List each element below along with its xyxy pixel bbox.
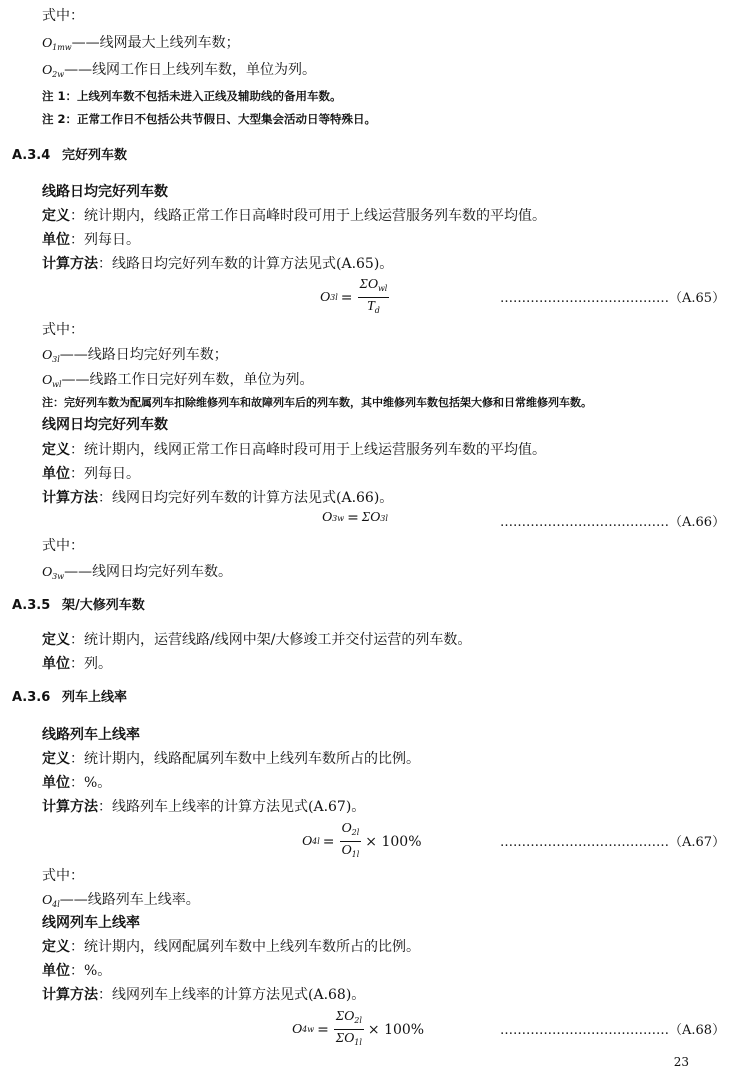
definition-line: $O_{1mw}——$线网最大上线列车数； (42, 35, 240, 52)
note: 注 2：正常工作日不包括公共节假日、大型集会活动日等特殊日。 (42, 112, 377, 126)
unit: 单位：列每日。 (42, 232, 140, 248)
shizhong-label: 式中： (42, 322, 84, 338)
definition-line: $O_{3l}——$线路日均完好列车数； (42, 347, 228, 364)
page-number: 23 (673, 1055, 689, 1069)
subsection-heading: 线路列车上线率 (42, 727, 140, 743)
unit: 单位：列每日。 (42, 466, 140, 482)
equation-label: …………………………………（A.67） (500, 835, 726, 850)
definition-line: $O_{4l}——$线路列车上线率。 (42, 892, 200, 909)
definition-line: $O_{wl}——$线路工作日完好列车数，单位为列。 (42, 372, 314, 389)
equation-a68: O 4w = $\frac{\Sigma O_{2l}}{\Sigma O_{1l}}$ × 100% (292, 1009, 425, 1047)
definition-line: $O_{2w}——$线网工作日上线列车数，单位为列。 (42, 62, 317, 79)
equation-a65: O 3l = $\frac{\Sigma O_{wl}}{T_d}$ (320, 277, 388, 315)
section-heading: A.3.6 列车上线率 (12, 690, 128, 705)
equation-a67: O 4l = $\frac{O_{2l}}{O_{1l}}$ × 100% (302, 821, 422, 859)
subsection-heading: 线网日均完好列车数 (42, 417, 168, 433)
calc-method: 计算方法：线路日均完好列车数的计算方法见式(A.65)。 (42, 256, 394, 272)
section-heading: A.3.5 架/大修列车数 (12, 598, 145, 613)
definition: 定义：统计期内，线路正常工作日高峰时段可用于上线运营服务列车数的平均值。 (42, 208, 546, 224)
calc-method: 计算方法：线网列车上线率的计算方法见式(A.68)。 (42, 987, 366, 1003)
unit: 单位：%。 (42, 775, 112, 791)
definition: 定义：统计期内，运营线路/线网中架/大修竣工并交付运营的列车数。 (42, 632, 472, 648)
unit: 单位：列。 (42, 656, 112, 672)
subsection-heading: 线路日均完好列车数 (42, 184, 168, 200)
definition: 定义：统计期内，线网正常工作日高峰时段可用于上线运营服务列车数的平均值。 (42, 442, 546, 458)
definition: 定义：统计期内，线路配属列车数中上线列车数所占的比例。 (42, 751, 420, 767)
subsection-heading: 线网列车上线率 (42, 915, 140, 931)
definition-line: $O_{3w}——$线网日均完好列车数。 (42, 564, 233, 581)
calc-method: 计算方法：线网日均完好列车数的计算方法见式(A.66)。 (42, 490, 394, 506)
equation-label: …………………………………（A.65） (500, 291, 726, 306)
equation-label: …………………………………（A.66） (500, 515, 726, 530)
unit: 单位：%。 (42, 963, 112, 979)
equation-a66: O 3w = ΣO 3l (322, 510, 388, 526)
section-heading: A.3.4 完好列车数 (12, 148, 128, 163)
shizhong-label: 式中： (42, 868, 84, 884)
shizhong-label: 式中： (42, 538, 84, 554)
shizhong-label: 式中： (42, 8, 84, 24)
calc-method: 计算方法：线路列车上线率的计算方法见式(A.67)。 (42, 799, 366, 815)
note: 注 1：上线列车数不包括未进入正线及辅助线的备用车数。 (42, 89, 342, 103)
definition: 定义：统计期内，线网配属列车数中上线列车数所占的比例。 (42, 939, 420, 955)
equation-label: …………………………………（A.68） (500, 1023, 726, 1038)
note: 注：完好列车数为配属列车扣除维修列车和故障列车后的列车数，其中维修列车数包括架大修和日常维修列车数。 (42, 396, 592, 409)
